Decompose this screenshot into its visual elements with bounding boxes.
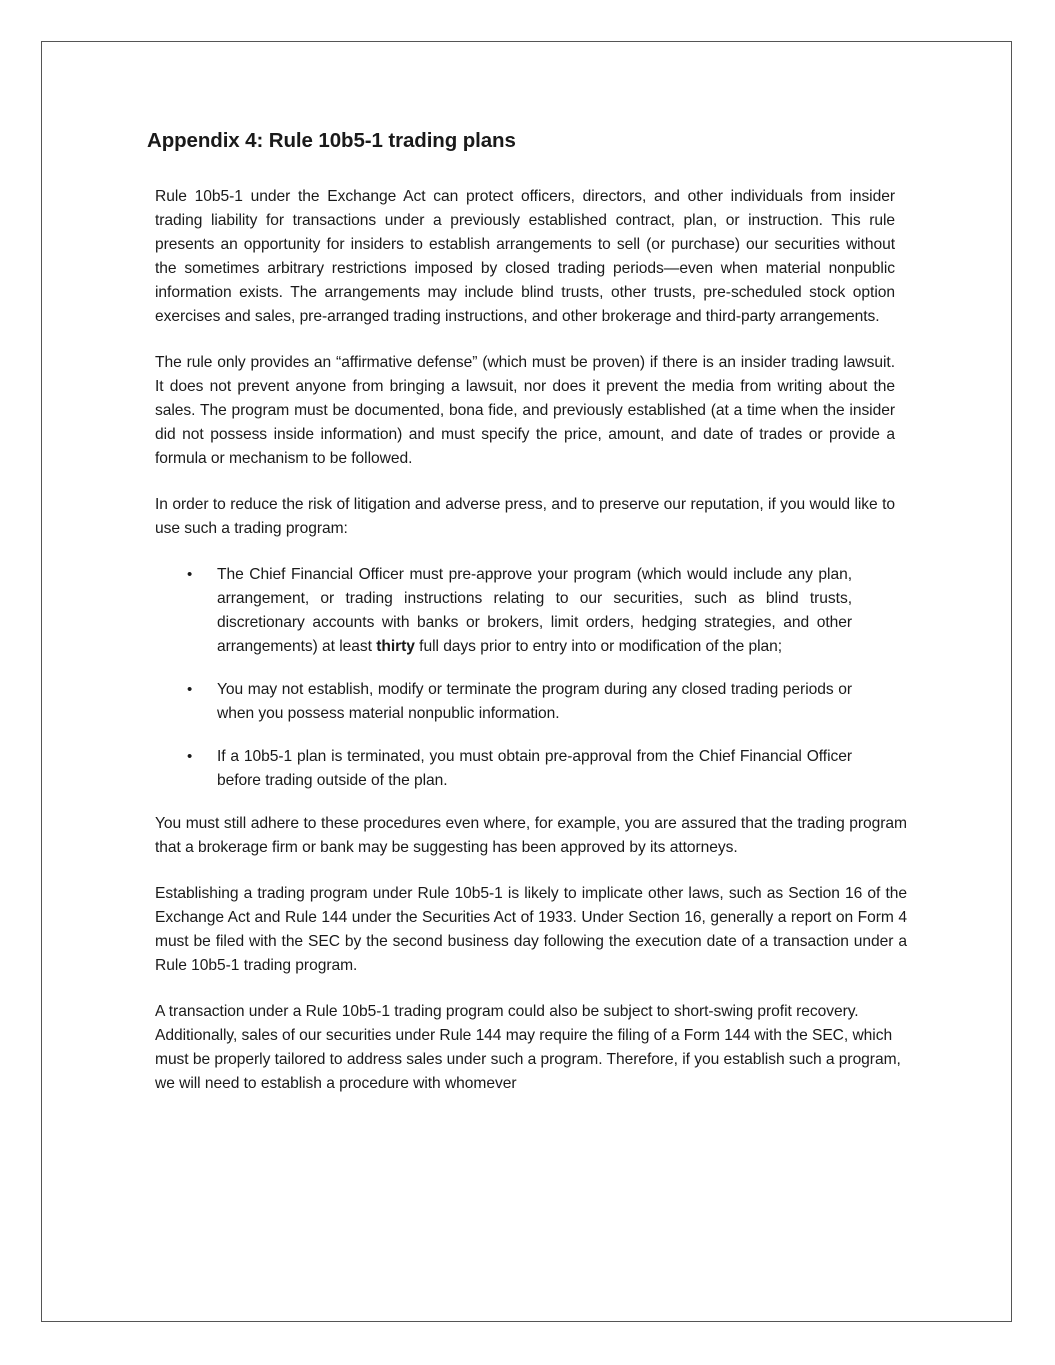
requirements-list: [155, 563, 895, 793]
bullet-text: If a 10b5-1 plan is terminated, you must obtain pre-approval from the Chief Financial Officer before trading outside of the plan.: [217, 748, 852, 789]
paragraph-procedures-adherence: You must still adhere to these procedures even where, for example, you are assured that the trading program that a brokerage firm or bank may be suggesting has been approved by its attorneys.: [155, 815, 907, 856]
bullet-text: The Chief Financial Officer must pre-approve your program (which would include any plan, arrangement, or trading instructions relating to our securities, such as blind trusts, discretionary accounts with banks or brokers, limit orders, hedging strategies, and other arrangements) at least: [217, 566, 852, 655]
bullet-icon: •: [187, 566, 193, 583]
paragraph-rule-overview: Rule 10b5-1 under the Exchange Act can protect officers, directors, and other individuals from insider trading liability for transactions under a previously established contract, plan, or instruction. This rule presents an opportunity for insiders to establish arrangements to sell (or purchase) our securities without the sometimes arbitrary restrictions imposed by closed trading periods—even when material nonpublic information exists. The arrangements may include blind trusts, other trusts, pre-scheduled stock option exercises and sales, pre-arranged trading instructions, and other brokerage and third-party arrangements.: [155, 188, 895, 325]
bullet-icon: •: [187, 681, 193, 698]
bullet-text: full days prior to entry into or modification of the plan;: [414, 638, 783, 655]
paragraph-affirmative-defense: The rule only provides an “affirmative defense” (which must be proven) if there is an insider trading lawsuit. It does not prevent anyone from bringing a lawsuit, nor does it prevent the media from writing about the sales. The program must be documented, bona fide, and previously established (at a time when the insider did not possess inside information) and must specify the price, amount, and date of trades or provide a formula or mechanism to be followed.: [155, 354, 895, 467]
list-item: [155, 745, 852, 793]
list-item: [155, 563, 852, 659]
paragraph-short-swing: A transaction under a Rule 10b5-1 trading program could also be subject to short-swing profit recovery. Additionally, sales of our securities under Rule 144 may require the filing of a Form 144 with the SEC, which must be properly tailored to address sales under such a program. Therefore, if you establish such a program, we will need to establish a procedure with whomever: [155, 1003, 901, 1092]
page-heading: Appendix 4: Rule 10b5-1 trading plans: [147, 129, 516, 152]
bullet-emphasis: thirty: [376, 638, 415, 655]
document-body: [155, 185, 907, 1118]
bullet-icon: •: [187, 748, 193, 765]
bullet-text: You may not establish, modify or terminate the program during any closed trading periods or when you possess material nonpublic information.: [217, 681, 852, 722]
paragraph-trading-program-intro: In order to reduce the risk of litigation and adverse press, and to preserve our reputation, if you would like to use such a trading program:: [155, 496, 895, 537]
paragraph-section-16: Establishing a trading program under Rule 10b5-1 is likely to implicate other laws, such as Section 16 of the Exchange Act and Rule 144 under the Securities Act of 1933. Under Section 16, generally a report on Form 4 must be filed with the SEC by the second business day following the execution date of a transaction under a Rule 10b5-1 trading program.: [155, 885, 907, 974]
list-item: [155, 678, 852, 726]
